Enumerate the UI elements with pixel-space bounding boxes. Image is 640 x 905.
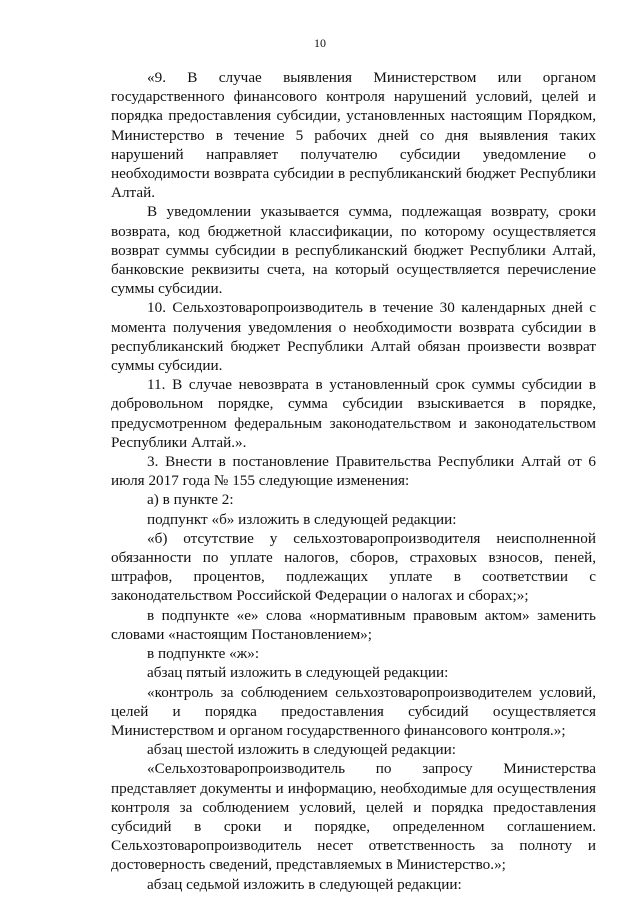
paragraph-subitem-a: а) в пункте 2:: [147, 491, 234, 509]
paragraph-notice-details: В уведомлении указывается сумма, подлежащая возврату, сроки возврата, код бюджетной классификации, по которому осуществляется возврат суммы субсидии в республиканский бюджет Республики Алтай, банковские реквизиты счета, на который осуществляется перечисление суммы субсидии.: [111, 203, 596, 298]
paragraph-item-9: «9. В случае выявления Министерством или органом государственного финансового контроля нарушений условий, целей и порядка предоставления субсидии, установленных настоящим Порядком, Министерство в течение 5 рабочих дней со дня выявления таких нарушений направляет получателю субсидии уведомление о необходимости возврата субсидии в республиканский бюджет Республики Алтай.: [111, 69, 596, 202]
paragraph-fifth-text: «контроль за соблюдением сельхозтоваропроизводителем условий, целей и порядка предоставления субсидий осуществляется Министерством и органом государственного финансового контроля.»;: [111, 683, 596, 739]
paragraph-subpoint-e: в подпункте «е» слова «нормативным правовым актом» заменить словами «настоящим Постановлением»;: [111, 606, 596, 643]
paragraph-sixth-intro: абзац шестой изложить в следующей редакции:: [147, 741, 456, 759]
paragraph-item-3-amendments: 3. Внести в постановление Правительства Республики Алтай от 6 июля 2017 года № 155 следующие изменения:: [111, 453, 596, 490]
paragraph-sixth-text: «Сельхозтоваропроизводитель по запросу Министерства представляет документы и информацию, необходимые для осуществления контроля за соблюдением условий, целей и порядка предоставления субсидий в сроки и порядке, определенном соглашением. Сельхозтоваропроизводитель несет ответственность за полноту и достоверность сведений, представляемых в Министерство.»;: [111, 760, 596, 874]
paragraph-fifth-intro: абзац пятый изложить в следующей редакции:: [147, 664, 449, 682]
paragraph-seventh-intro: абзац седьмой изложить в следующей редакции:: [147, 875, 462, 893]
paragraph-item-10: 10. Сельхозтоваропроизводитель в течение 30 календарных дней с момента получения уведомления о необходимости возврата субсидии в республиканский бюджет Республики Алтай обязан произвести возврат суммы субсидии.: [111, 299, 596, 375]
paragraph-subpoint-b-intro: подпункт «б» изложить в следующей редакции:: [147, 510, 457, 528]
paragraph-subpoint-b-text: «б) отсутствие у сельхозтоваропроизводителя неисполненной обязанности по уплате налогов, сборов, страховых взносов, пеней, штрафов, процентов, подлежащих уплате в соответствии с законодательством Российской Федерации о налогах и сборах;»;: [111, 529, 596, 605]
paragraph-subpoint-zh: в подпункте «ж»:: [147, 645, 260, 663]
document-body: [111, 68, 596, 894]
page-number: 10: [314, 36, 326, 50]
paragraph-item-11: 11. В случае невозврата в установленный срок суммы субсидии в добровольном порядке, сумма субсидии взыскивается в порядке, предусмотренном федеральным законодательством и законодательством Республики Алтай.».: [111, 376, 596, 451]
